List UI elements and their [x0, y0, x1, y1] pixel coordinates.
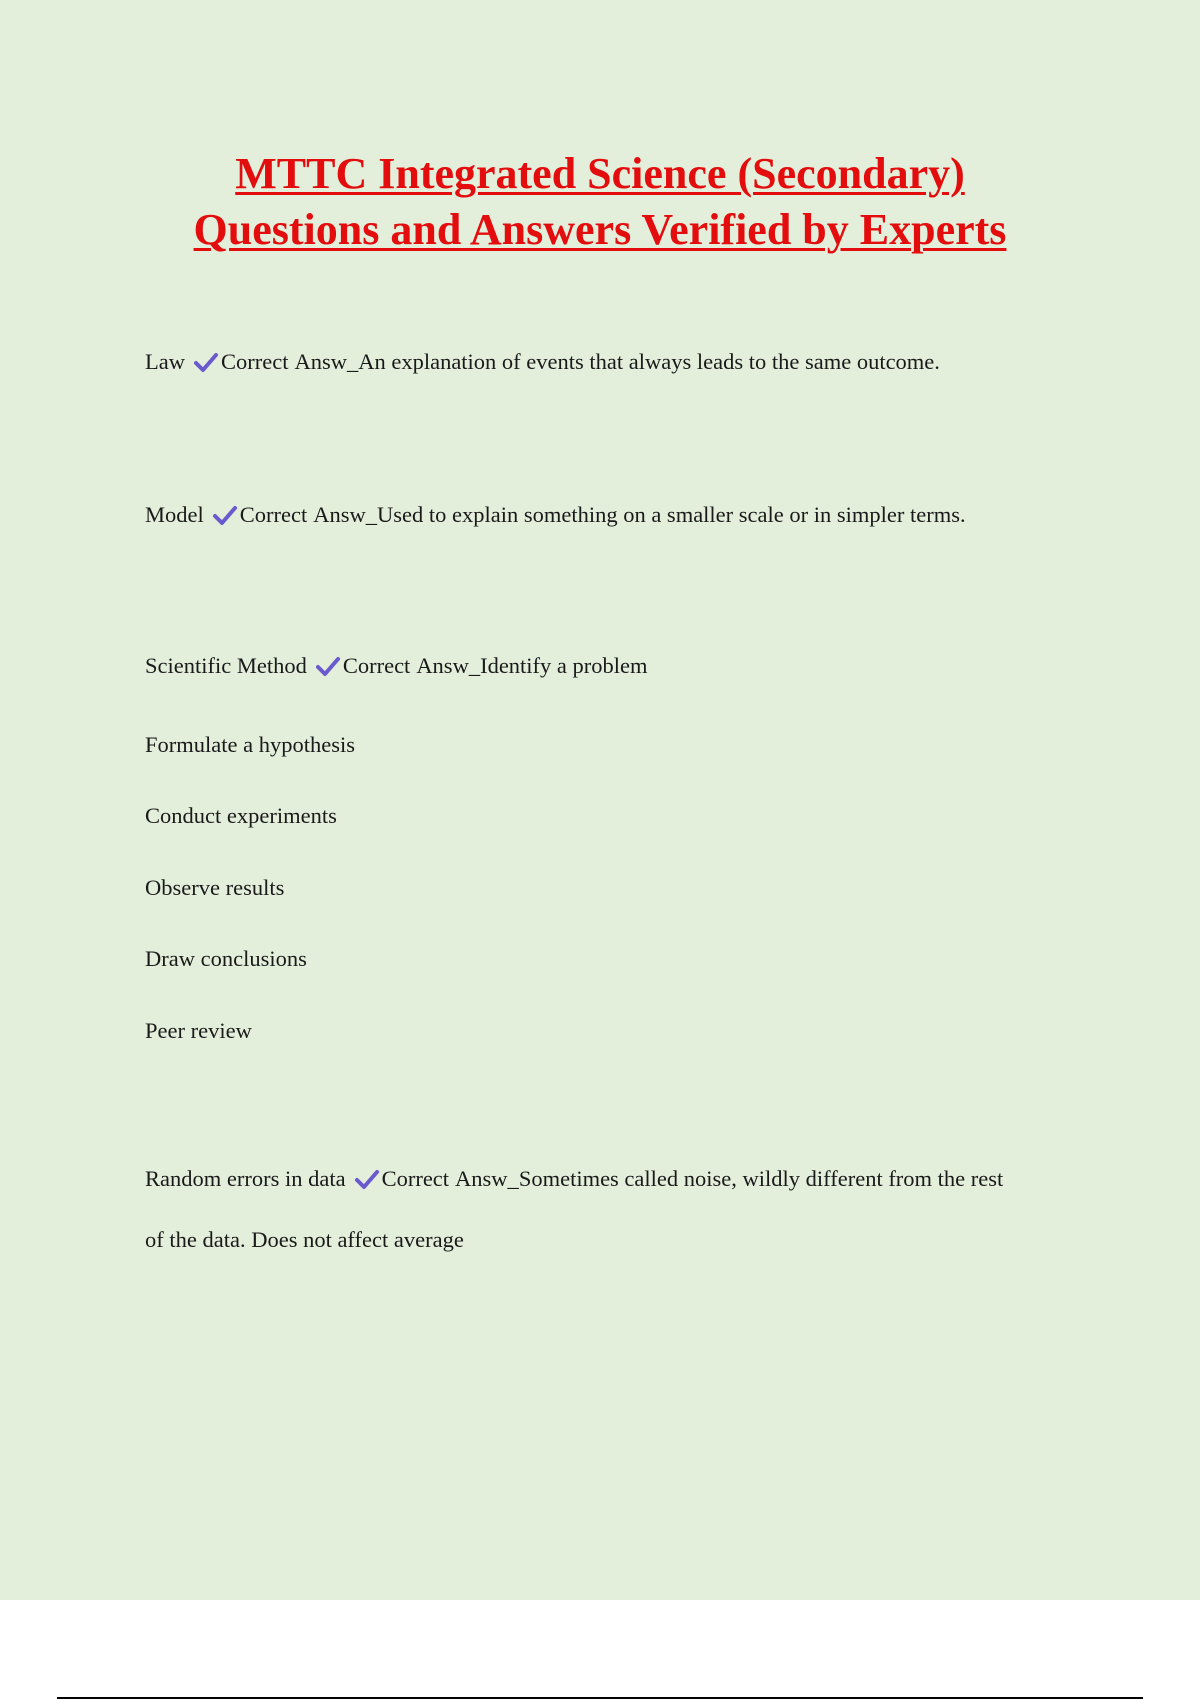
- title-line-2: Questions and Answers Verified by Experts: [193, 205, 1007, 254]
- answer-text: Used to explain something on a smaller scale or in simpler terms.: [376, 502, 966, 527]
- answer-text: An explanation of events that always leads to the same outcome.: [358, 349, 940, 374]
- method-step: Formulate a hypothesis: [145, 732, 355, 757]
- answer-prefix-answ: Answ_: [294, 349, 359, 374]
- term: Scientific Method: [145, 653, 307, 678]
- answer-prefix-answ: Answ_: [455, 1166, 519, 1191]
- term: Law: [145, 349, 185, 374]
- qa-entry-random-errors: [145, 1164, 1003, 1194]
- answer-continuation: of the data. Does not affect average: [145, 1227, 464, 1252]
- method-step: Observe results: [145, 875, 285, 900]
- term: Random errors in data: [145, 1166, 346, 1191]
- answer-text: Sometimes called noise, wildly different from the rest: [518, 1166, 1004, 1191]
- term: Model: [145, 502, 204, 527]
- qa-entry-law: [145, 347, 940, 377]
- answer-prefix-correct: Correct: [239, 502, 308, 527]
- method-step: Peer review: [145, 1018, 252, 1043]
- footer-rule: [57, 1697, 1143, 1699]
- check-mark-icon: [354, 1168, 380, 1190]
- method-step: Draw conclusions: [145, 946, 307, 971]
- answer-prefix-correct: Correct: [220, 349, 289, 374]
- method-step: Conduct experiments: [145, 803, 337, 828]
- title-line-1: MTTC Integrated Science (Secondary): [235, 149, 965, 198]
- check-mark-icon: [212, 504, 238, 526]
- answer-prefix-correct: Correct: [381, 1166, 450, 1191]
- document-title: [0, 146, 1200, 258]
- answer-prefix-answ: Answ_: [416, 653, 481, 678]
- qa-entry-model: [145, 500, 966, 530]
- qa-entry-scientific-method: [145, 651, 648, 681]
- answer-prefix-correct: Correct: [342, 653, 411, 678]
- answer-text: Identify a problem: [480, 653, 648, 678]
- check-mark-icon: [315, 655, 341, 677]
- check-mark-icon: [193, 351, 219, 373]
- answer-prefix-answ: Answ_: [313, 502, 377, 527]
